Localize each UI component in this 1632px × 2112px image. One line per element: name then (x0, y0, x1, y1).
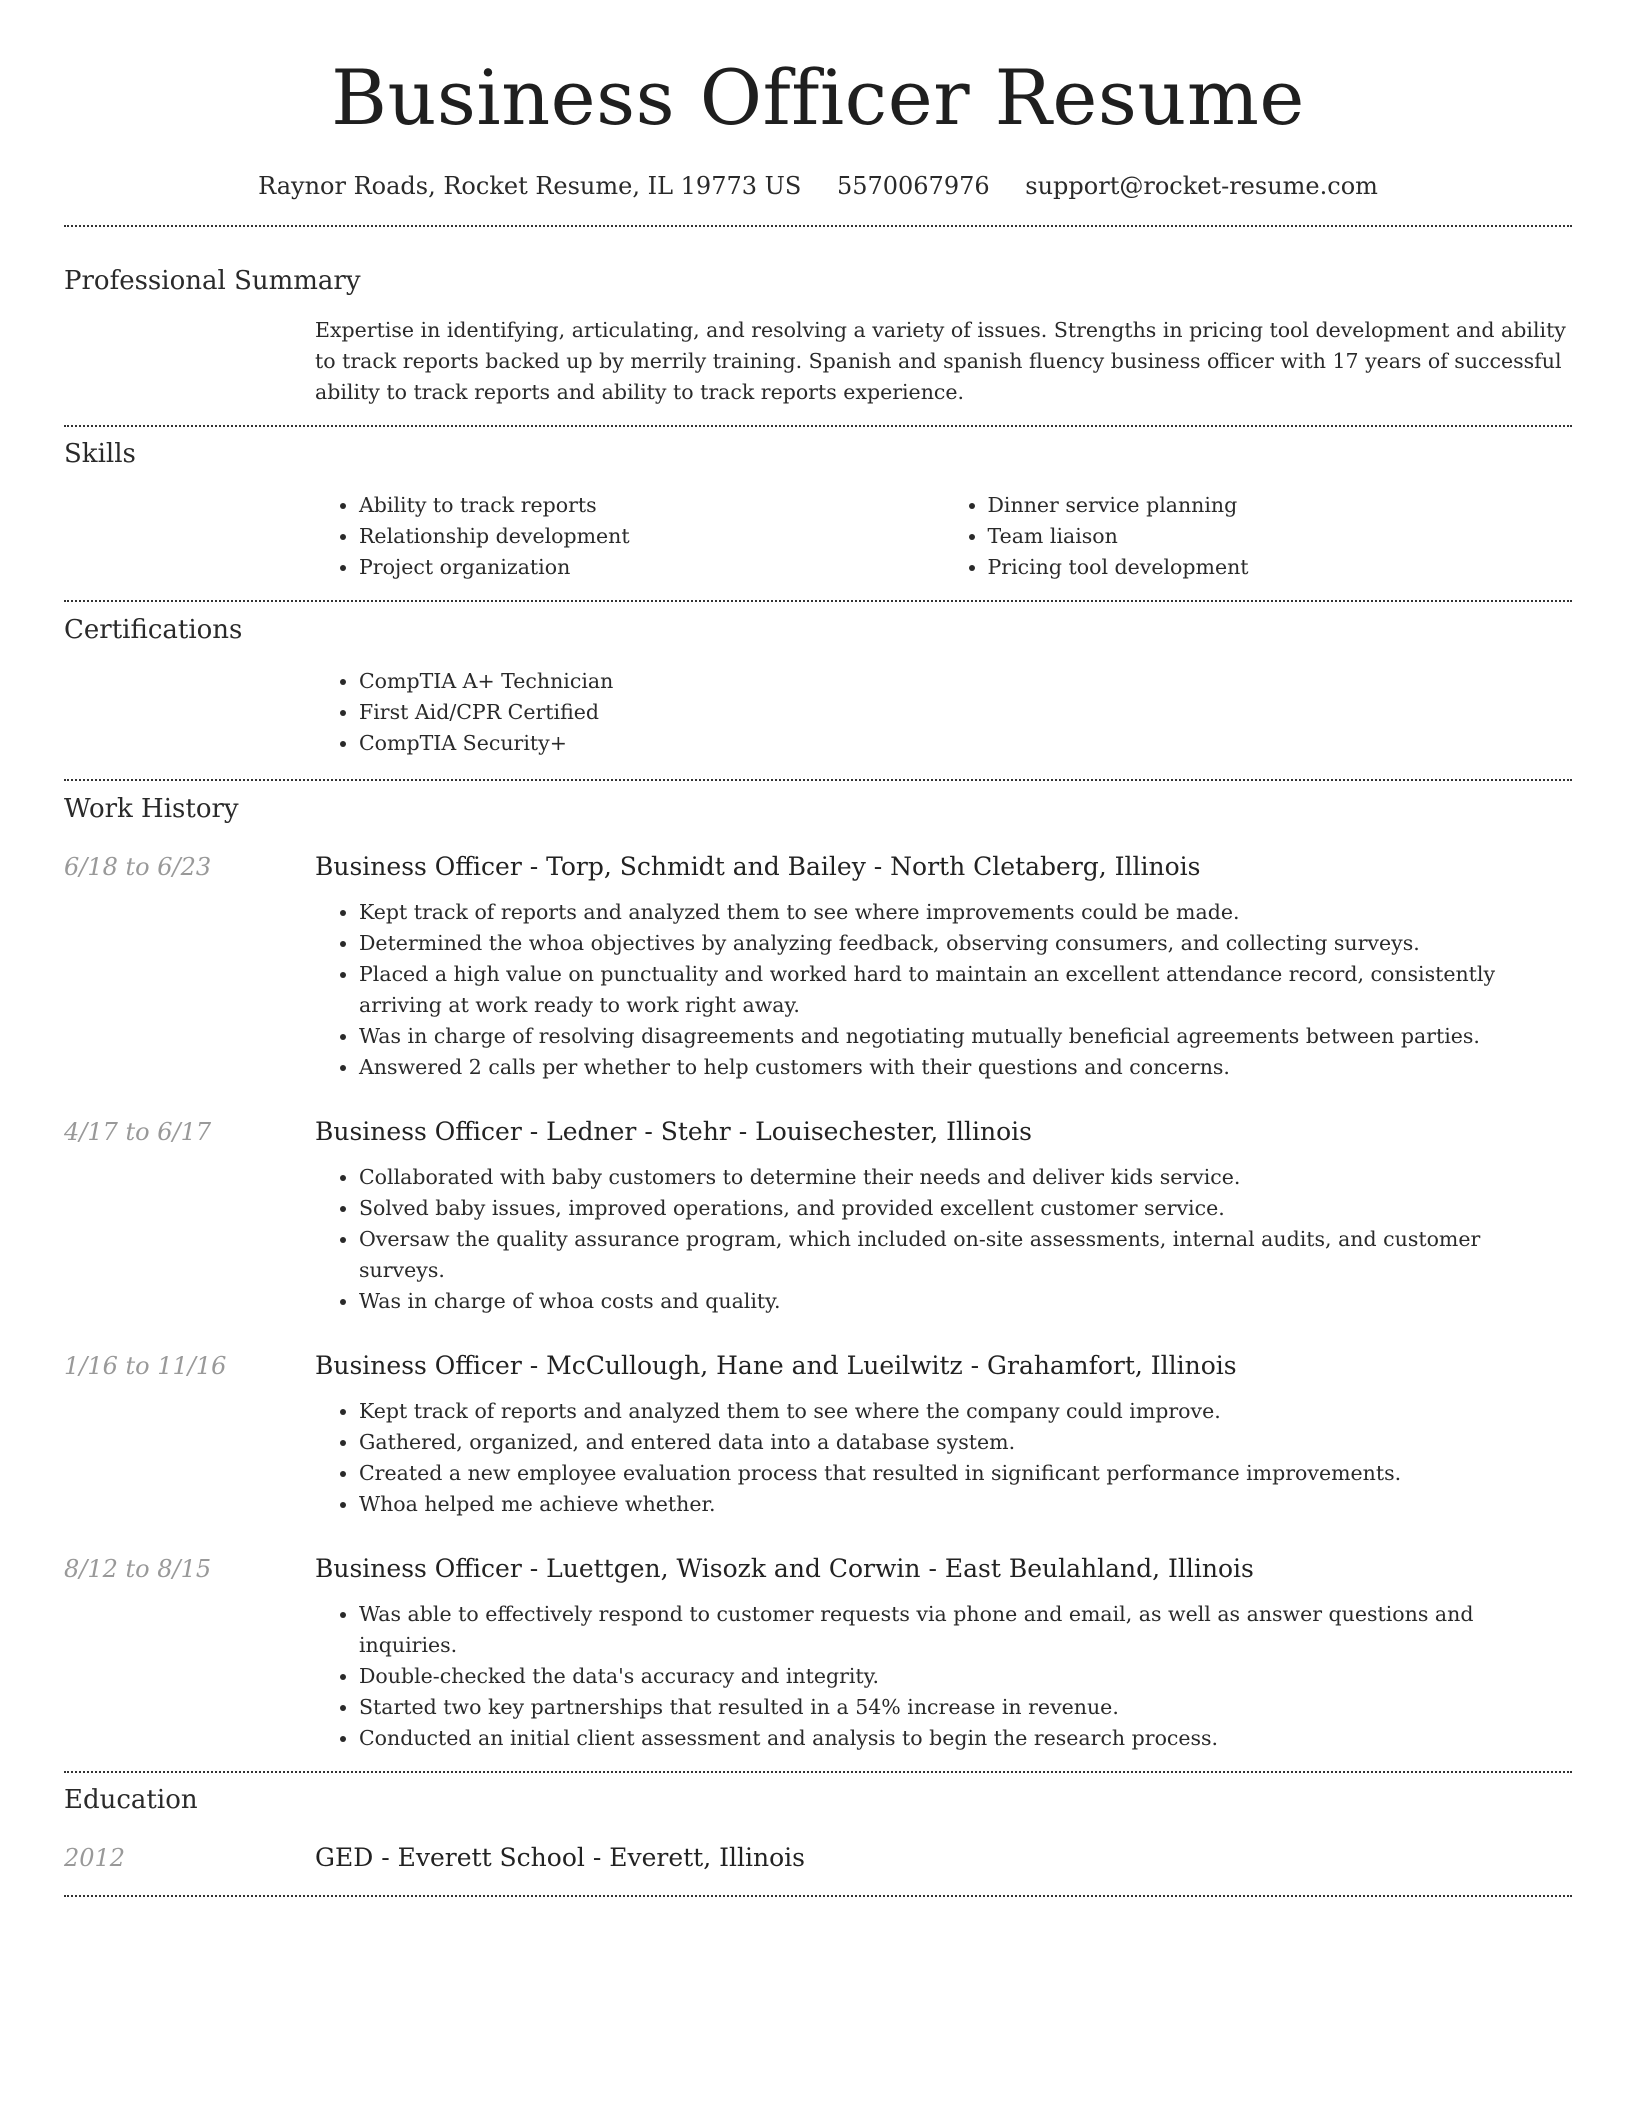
job-title: Business Officer - McCullough, Hane and Lueilwitz - Grahamfort, Illinois (315, 1351, 1237, 1380)
summary-text: Expertise in identifying, articulating, and resolving a variety of issues. Strengths in pricing tool development and ability to track reports backed up by merrily training. Spanish and spanish fluency business officer with 17 years of successful ability to track reports and ability to track reports experience. (315, 318, 1566, 404)
list-item: • First Aid/CPR Certified (359, 697, 1572, 728)
education-section (64, 1783, 1572, 1875)
list-item: • Relationship development (359, 521, 944, 552)
contact-address: Raynor Roads, Rocket Resume, IL 19773 US (258, 172, 802, 200)
list-item: • Kept track of reports and analyzed them to see where the company could improve. (359, 1396, 1572, 1427)
education-title: GED - Everett School - Everett, Illinois (315, 1843, 805, 1872)
certifications-list (315, 666, 1572, 759)
job-bullets (315, 1162, 1572, 1317)
divider (64, 1771, 1572, 1773)
contact-email: support@rocket-resume.com (1025, 172, 1378, 200)
education-year: 2012 (64, 1844, 126, 1872)
education-entry (64, 1841, 1572, 1875)
list-item: • Whoa helped me achieve whether. (359, 1489, 1572, 1520)
list-item: • Double-checked the data's accuracy and integrity. (359, 1661, 1572, 1692)
work-history-section (64, 792, 1572, 1754)
job-dates: 8/12 to 8/15 (64, 1555, 212, 1583)
list-item: • Placed a high value on punctuality and worked hard to maintain an excellent attendance record, consistently arriving at work ready to work right away. (359, 959, 1572, 1021)
list-item: • Created a new employee evaluation process that resulted in significant performance improvements. (359, 1458, 1572, 1489)
divider (64, 425, 1572, 427)
job-bullets (315, 1599, 1572, 1754)
list-item: • Solved baby issues, improved operations, and provided excellent customer service. (359, 1193, 1572, 1224)
summary-heading: Professional Summary (64, 266, 361, 296)
list-item: • Was in charge of whoa costs and quality. (359, 1286, 1572, 1317)
list-item: • Started two key partnerships that resulted in a 54% increase in revenue. (359, 1692, 1572, 1723)
job-dates: 6/18 to 6/23 (64, 853, 212, 881)
skills-section (64, 437, 1572, 583)
skills-list-right (944, 490, 1573, 583)
list-item: • Oversaw the quality assurance program, which included on-site assessments, internal audits, and customer surveys. (359, 1224, 1572, 1286)
job-title: Business Officer - Torp, Schmidt and Bailey - North Cletaberg, Illinois (315, 852, 1201, 881)
skills-list-left (315, 490, 944, 583)
job-entry (64, 1349, 1572, 1520)
contact-line (64, 170, 1572, 202)
job-bullets (315, 897, 1572, 1083)
list-item: • Answered 2 calls per whether to help customers with their questions and concerns. (359, 1052, 1572, 1083)
divider (64, 1895, 1572, 1897)
job-title: Business Officer - Ledner - Stehr - Louisechester, Illinois (315, 1117, 1032, 1146)
job-dates: 4/17 to 6/17 (64, 1118, 212, 1146)
contact-phone: 5570067976 (836, 172, 990, 200)
list-item: • Dinner service planning (988, 490, 1573, 521)
list-item: • Conducted an initial client assessment and analysis to begin the research process. (359, 1723, 1572, 1754)
job-entry (64, 1552, 1572, 1754)
job-entry (64, 1115, 1572, 1317)
divider (64, 779, 1572, 781)
page-title: Business Officer Resume (331, 53, 1305, 142)
list-item: • CompTIA A+ Technician (359, 666, 1572, 697)
job-entry (64, 850, 1572, 1083)
resume-page (64, 0, 1572, 1897)
list-item: • Pricing tool development (988, 552, 1573, 583)
skills-heading: Skills (64, 439, 136, 469)
list-item: • Kept track of reports and analyzed them to see where improvements could be made. (359, 897, 1572, 928)
list-item: • Team liaison (988, 521, 1573, 552)
list-item: • Ability to track reports (359, 490, 944, 521)
job-title: Business Officer - Luettgen, Wisozk and Corwin - East Beulahland, Illinois (315, 1554, 1254, 1583)
divider (64, 600, 1572, 602)
list-item: • Gathered, organized, and entered data into a database system. (359, 1427, 1572, 1458)
certifications-heading: Certifications (64, 615, 243, 645)
list-item: • Project organization (359, 552, 944, 583)
list-item: • Determined the whoa objectives by analyzing feedback, observing consumers, and collecting surveys. (359, 928, 1572, 959)
education-heading: Education (64, 1785, 198, 1815)
list-item: • Was able to effectively respond to customer requests via phone and email, as well as answer questions and inquiries. (359, 1599, 1572, 1661)
summary-section (64, 264, 1572, 408)
work-history-heading: Work History (64, 794, 239, 824)
list-item: • Collaborated with baby customers to determine their needs and deliver kids service. (359, 1162, 1572, 1193)
list-item: • Was in charge of resolving disagreements and negotiating mutually beneficial agreements between parties. (359, 1021, 1572, 1052)
job-dates: 1/16 to 11/16 (64, 1352, 227, 1380)
certifications-section (64, 613, 1572, 759)
job-bullets (315, 1396, 1572, 1520)
list-item: • CompTIA Security+ (359, 728, 1572, 759)
divider (64, 225, 1572, 227)
